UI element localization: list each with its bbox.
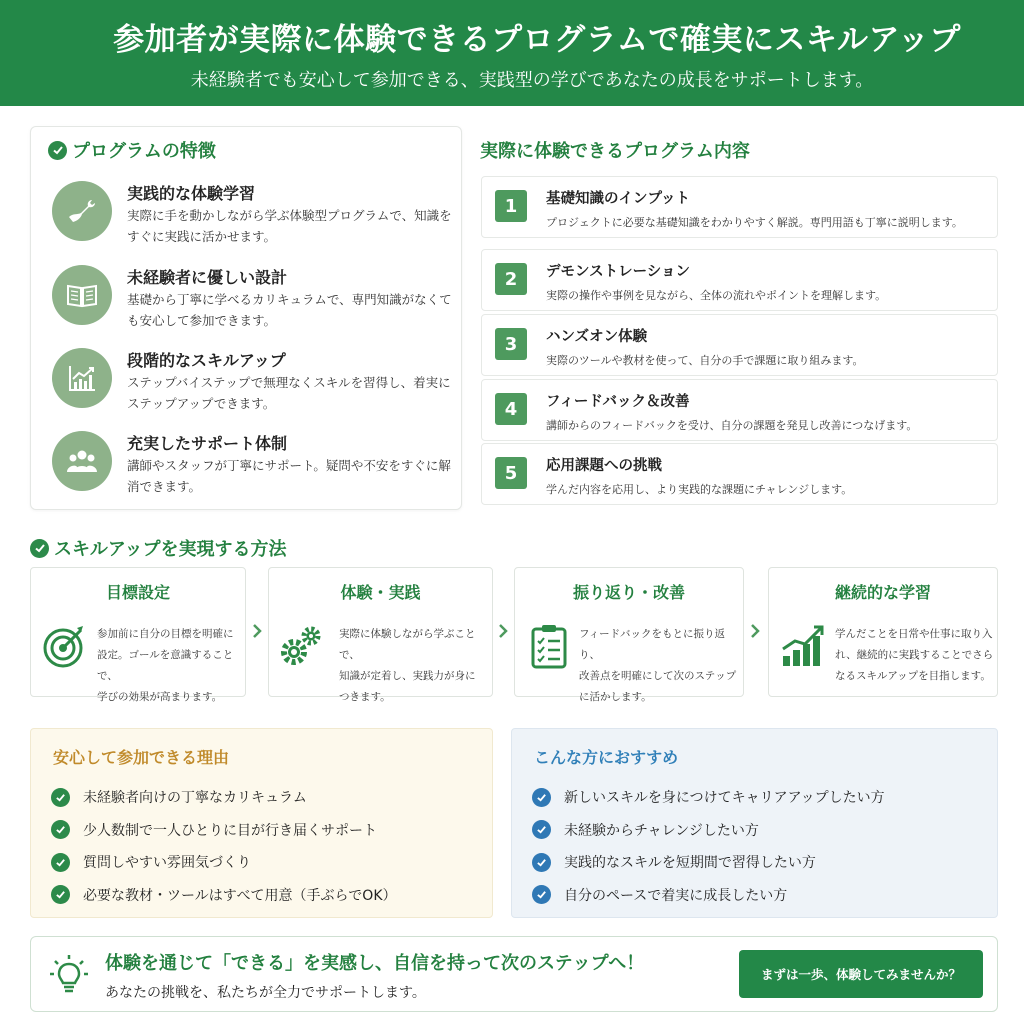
program-step [481,176,998,238]
clipboard-checklist-icon [525,622,573,670]
feature-item [50,181,450,251]
method-title: 振り返り・改善 [572,583,685,602]
method-title: 目標設定 [105,583,170,602]
step-title: フィードバック＆改善 [546,394,690,410]
feature-title: 実践的な体験学習 [127,184,256,203]
method-card [514,567,744,703]
check-icon [532,788,551,807]
method-title: 体験・実践 [340,583,421,602]
check-icon [51,853,70,872]
step-number: 5 [495,457,527,489]
feature-item [50,265,450,335]
step-title: 応用課題への挑戦 [546,458,662,474]
feature-desc: 講師やスタッフが丁寧にサポート。疑問や不安をすぐに解消できます。 [127,458,451,494]
step-title: ハンズオン体験 [546,329,648,345]
step-desc: プロジェクトに必要な基礎知識をわかりやすく解説。専門用語も丁寧に説明します。 [546,216,963,229]
method-desc-line: 設定。ゴールを意識することで、 [97,649,234,682]
method-desc-line: フィードバックをもとに振り返り、 [579,628,725,661]
feature-title: 未経験者に優しい設計 [127,268,288,287]
list-item: 必要な教材・ツールはすべて用意（手ぶらでOK） [51,879,397,912]
step-desc: 講師からのフィードバックを受け、自分の課題を発見し改善につなげます。 [546,419,918,432]
reasons-heading: 安心して参加できる理由 [53,748,230,767]
step-desc: 実際のツールや教材を使って、自分の手で課題に取り組みます。 [546,354,864,367]
chevron-right-icon [497,623,509,639]
list-item: 自分のペースで着実に成長したい方 [532,879,885,912]
method-desc-line: 学んだことを日常や仕事に取り入 [835,628,993,640]
method-card [268,567,493,703]
check-icon [532,820,551,839]
method-desc-line: 知識が定着し、実践力が身に [339,670,476,682]
program-step [481,379,998,441]
method-card [30,567,246,703]
feature-item [50,348,450,418]
list-item: 未経験からチャレンジしたい方 [532,814,885,847]
method-desc-line: なるスキルアップを目指します。 [835,670,991,682]
bar-growth-icon [779,622,827,670]
check-icon [51,885,70,904]
method-desc-line: れ、継続的に実践することでさら [835,649,994,661]
recommend-box [511,728,998,918]
check-icon [51,820,70,839]
check-icon [48,141,67,160]
feature-desc: ステップバイステップで無理なくスキルを習得し、着実にステップアップできます。 [127,375,451,411]
step-desc: 実際の操作や事例を見ながら、全体の流れやポイントを理解します。 [546,289,887,302]
method-desc-line: に活かします。 [579,691,652,703]
features-heading: プログラムの特徴 [48,137,216,163]
step-desc: 学んだ内容を応用し、より実践的な課題にチャレンジします。 [546,483,853,496]
program-step [481,249,998,311]
method-desc-line: 実際に体験しながら学ぶことで、 [339,628,476,661]
list-item: 質問しやすい雰囲気づくり [51,846,397,879]
list-item: 少人数制で一人ひとりに目が行き届くサポート [51,814,397,847]
program-step [481,314,998,376]
check-icon [30,539,49,558]
cta-title: 体験を通じて「できる」を実感し、自信を持って次のステップへ！ [105,953,645,974]
methods-heading: スキルアップを実現する方法 [30,535,287,561]
method-title: 継続的な学習 [834,583,931,602]
open-book-icon [52,265,112,325]
method-desc-line: 参加前に自分の目標を明確に [97,628,234,640]
recommend-heading: こんな方におすすめ [534,748,679,767]
target-icon [41,622,89,670]
cta-banner [30,936,998,1012]
check-icon [532,853,551,872]
step-number: 1 [495,190,527,222]
chevron-right-icon [749,623,761,639]
list-item: 実践的なスキルを短期間で習得したい方 [532,846,885,879]
step-title: デモンストレーション [546,264,690,280]
feature-desc: 基礎から丁寧に学べるカリキュラムで、専門知識がなくても安心して参加できます。 [127,292,452,328]
check-icon [532,885,551,904]
page-subtitle: 未経験者でも安心して参加できる、実践型の学びであなたの成長をサポートします。 [190,70,874,91]
method-desc-line: 学びの効果が高まります。 [97,691,223,703]
step-number: 4 [495,393,527,425]
chevron-right-icon [251,623,263,639]
people-group-icon [52,431,112,491]
method-desc-line: 改善点を明確にして次のステップ [579,670,737,682]
gears-icon [277,622,325,670]
check-icon [51,788,70,807]
step-number: 3 [495,328,527,360]
feature-title: 段階的なスキルアップ [127,351,286,370]
growth-chart-icon [52,348,112,408]
reasons-box [30,728,493,918]
feature-title: 充実したサポート体制 [127,434,288,453]
hero-header [0,0,1024,106]
step-number: 2 [495,263,527,295]
method-card [768,567,998,697]
list-item: 未経験者向けの丁寧なカリキュラム [51,781,397,814]
program-step [481,443,998,505]
step-title: 基礎知識のインプット [546,191,690,207]
hand-wrench-icon [52,181,112,241]
method-desc-line: つきます。 [339,691,391,703]
feature-desc: 実際に手を動かしながら学ぶ体験型プログラムで、知識をすぐに実践に活かせます。 [127,208,452,244]
list-item: 新しいスキルを身につけてキャリアアップしたい方 [532,781,885,814]
page-title: 参加者が実際に体験できるプログラムで確実にスキルアップ [113,22,961,58]
try-experience-button[interactable]: まずは一歩、体験してみませんか？ [739,950,983,998]
cta-desc: あなたの挑戦を、私たちが全力でサポートします。 [105,985,426,1001]
program-heading: 実際に体験できるプログラム内容 [480,141,750,162]
lightbulb-icon [47,953,91,997]
feature-item [50,431,450,501]
